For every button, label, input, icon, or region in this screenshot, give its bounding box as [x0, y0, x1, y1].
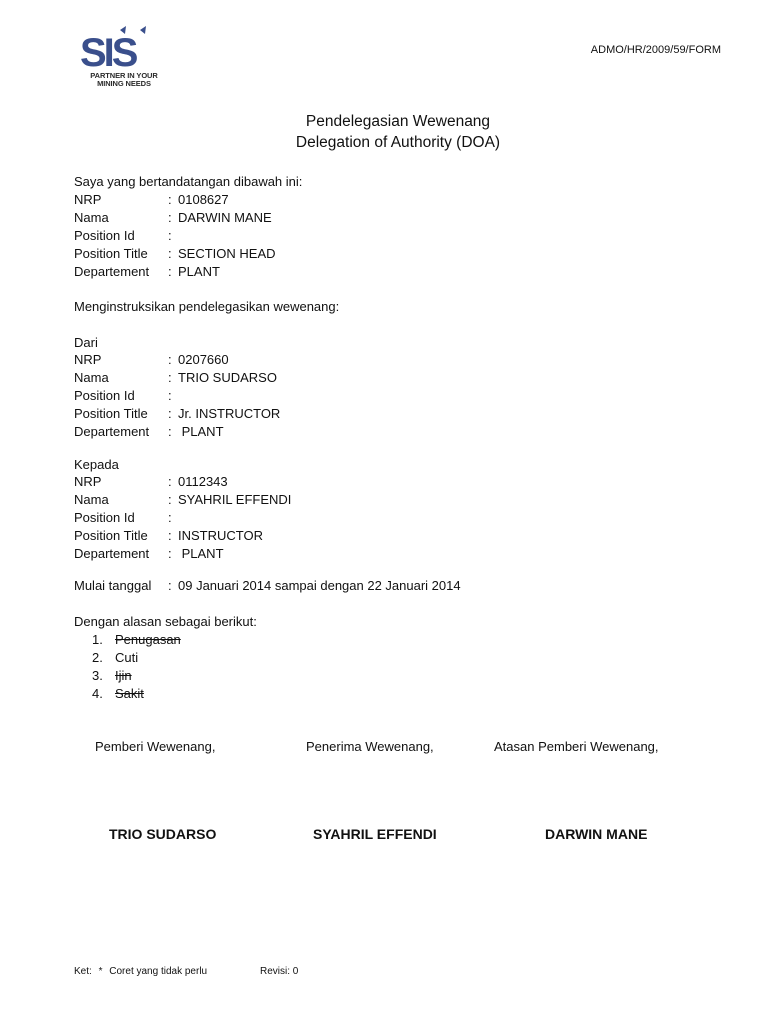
logo-tagline-line2: MINING NEEDS — [97, 79, 151, 88]
from-nrp-row: NRP : 0207660 — [74, 352, 229, 367]
field-value: 0207660 — [178, 352, 229, 367]
superior-caption: Atasan Pemberi Wewenang, — [494, 739, 659, 754]
to-position-title-row: Position Title : INSTRUCTOR — [74, 528, 263, 543]
to-name-row: Nama : SYAHRIL EFFENDI — [74, 492, 292, 507]
field-label: Position Id — [74, 228, 135, 243]
signatory-intro: Saya yang bertandatangan dibawah ini: — [74, 174, 303, 189]
field-value: SYAHRIL EFFENDI — [178, 492, 292, 507]
reason-number: 3. — [92, 668, 103, 683]
footer-note-mark: * — [98, 966, 103, 977]
title-indonesian: Pendelegasian Wewenang — [305, 113, 491, 130]
field-value: PLANT — [178, 264, 220, 279]
field-label: Position Id — [74, 510, 135, 525]
field-value: INSTRUCTOR — [178, 528, 263, 543]
logo-text: SIS — [80, 31, 136, 72]
field-label: Nama — [74, 492, 109, 507]
receiver-name: SYAHRIL EFFENDI — [313, 826, 437, 842]
field-value: 0108627 — [178, 192, 229, 207]
footer-note-text: Coret yang tidak perlu — [109, 966, 208, 977]
reason-item-penugasan — [92, 631, 181, 649]
field-value: Jr. INSTRUCTOR — [178, 406, 281, 421]
from-name-row: Nama : TRIO SUDARSO — [74, 370, 277, 385]
instruction-text: Menginstruksikan pendelegasikan wewenang: — [74, 299, 340, 314]
reason-text: Ijin — [115, 668, 132, 683]
field-label: Departement — [74, 424, 150, 439]
field-label: Position Id — [74, 388, 135, 403]
field-label: Position Title — [74, 528, 148, 543]
logo-tagline-line1: PARTNER IN YOUR — [90, 71, 158, 80]
reasons-intro: Dengan alasan sebagai berikut: — [74, 614, 257, 629]
reason-text: Cuti — [115, 650, 139, 665]
company-logo — [74, 24, 174, 94]
reason-number: 1. — [92, 632, 103, 647]
field-label: NRP — [74, 474, 102, 489]
field-value: SECTION HEAD — [178, 246, 276, 261]
signatory-name-row: Nama : DARWIN MANE — [74, 210, 272, 225]
field-value: DARWIN MANE — [178, 210, 272, 225]
to-position-id-row: Position Id : — [74, 510, 172, 525]
reason-item-sakit — [92, 685, 144, 703]
period-row: Mulai tanggal : 09 Januari 2014 sampai dengan 22 Januari 2014 — [74, 578, 461, 593]
field-value: 0112343 — [178, 474, 228, 489]
from-position-id-row: Position Id : — [74, 388, 172, 403]
signatory-position-title-row: Position Title : SECTION HEAD — [74, 246, 276, 261]
reason-item-cuti — [92, 649, 138, 667]
field-value: TRIO SUDARSO — [178, 370, 277, 385]
field-label: Nama — [74, 210, 109, 225]
signatory-position-id-row: Position Id : — [74, 228, 172, 243]
field-label: NRP — [74, 352, 102, 367]
field-label: Position Title — [74, 406, 148, 421]
field-label: Nama — [74, 370, 109, 385]
footer-note-label: Ket: — [74, 966, 92, 977]
field-label: NRP — [74, 192, 102, 207]
giver-caption: Pemberi Wewenang, — [95, 739, 216, 754]
reason-text: Sakit — [115, 686, 144, 701]
to-nrp-row: NRP : 0112343 — [74, 474, 228, 489]
reason-text: Penugasan — [115, 632, 181, 647]
receiver-caption: Penerima Wewenang, — [306, 739, 434, 754]
signatory-nrp-row: NRP : 0108627 — [74, 192, 229, 207]
footer-revision: Revisi: 0 — [260, 966, 299, 977]
field-label: Position Title — [74, 246, 148, 261]
from-position-title-row: Position Title : Jr. INSTRUCTOR — [74, 406, 281, 421]
reason-number: 4. — [92, 686, 103, 701]
giver-name: TRIO SUDARSO — [109, 826, 217, 842]
title-english: Delegation of Authority (DOA) — [295, 134, 501, 151]
to-heading: Kepada — [74, 457, 119, 472]
field-label: Departement — [74, 546, 150, 561]
signatory-department-row: Departement : PLANT — [74, 264, 220, 279]
from-heading: Dari — [74, 335, 98, 350]
footer-note — [74, 966, 207, 977]
field-value: PLANT — [178, 546, 224, 561]
reason-number: 2. — [92, 650, 103, 665]
logo-tagline — [76, 72, 172, 88]
from-department-row: Departement : PLANT — [74, 424, 224, 439]
sis-logo-mark — [74, 24, 174, 72]
period-value: 09 Januari 2014 sampai dengan 22 Januari 2014 — [178, 578, 461, 593]
to-department-row: Departement : PLANT — [74, 546, 224, 561]
superior-name: DARWIN MANE — [545, 826, 648, 842]
field-label: Departement — [74, 264, 150, 279]
period-label: Mulai tanggal — [74, 578, 152, 593]
form-code: ADMO/HR/2009/59/FORM — [590, 44, 721, 56]
field-value: PLANT — [178, 424, 224, 439]
reason-item-ijin — [92, 667, 140, 685]
